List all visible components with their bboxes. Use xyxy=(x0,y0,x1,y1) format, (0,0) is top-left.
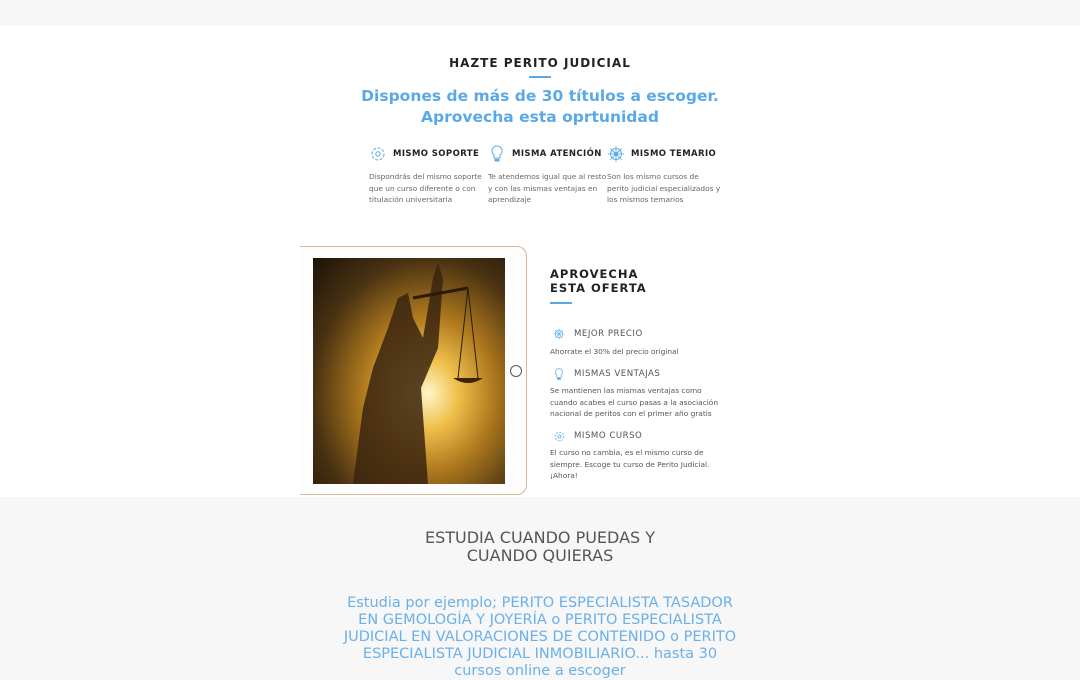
gear-icon xyxy=(550,427,568,445)
feature-misma-atencion xyxy=(488,145,608,206)
offer-item-text: Se mantienen las mismas ventajas como cuando acabes el curso pasas a la asociación nacional de peritos con el primer año gratis xyxy=(550,386,719,418)
title-divider xyxy=(529,76,551,78)
study-title-line: ESTUDIA CUANDO PUEDAS Y xyxy=(424,528,656,547)
feature-text: Te atendemos igual que al resto y con las mismas ventajas en aprendizaje xyxy=(488,172,607,204)
offer-title xyxy=(550,267,647,295)
gear-icon xyxy=(369,145,387,163)
subtitle-line: Aprovecha esta oprtunidad xyxy=(421,108,659,126)
offer-divider xyxy=(550,302,572,304)
top-bar xyxy=(0,0,1080,26)
offer-item-label: MISMO CURSO xyxy=(574,431,643,441)
wheel-icon xyxy=(550,325,568,343)
section-subtitle xyxy=(0,86,1080,128)
justice-statue-image xyxy=(313,258,505,484)
feature-title: MISMO SOPORTE xyxy=(393,149,480,159)
feature-title: MISMO TEMARIO xyxy=(631,149,717,159)
offer-title-line: ESTA OFERTA xyxy=(550,281,647,295)
feature-title: MISMA ATENCIÓN xyxy=(512,149,602,159)
study-paragraph: Estudia por ejemplo; PERITO ESPECIALISTA TASADOR EN GEMOLOGÍA Y JOYERÍA o PERITO ESPECIALISTA JUDICIAL EN VALORACIONES DE CONTENIDO o PERITO ESPECIALISTA JUDICIAL INMOBILIARIO... hasta 30 cursos online a escoger xyxy=(343,595,737,679)
section-title: HAZTE PERITO JUDICIAL xyxy=(449,56,631,70)
offer-title-line: APROVECHA xyxy=(550,267,639,281)
lightbulb-icon xyxy=(488,145,506,163)
lightbulb-icon xyxy=(550,365,568,383)
offer-item-label: MISMAS VENTAJAS xyxy=(574,369,661,379)
feature-text: Son los mismo cursos de perito judicial especializados y los mismos temarios xyxy=(607,172,721,204)
offer-item-text: El curso no cambia, es el mismo curso de siempre. Escoge tu curso de Perito Judicial. ¡Ahora! xyxy=(550,448,710,480)
tablet-home-button xyxy=(510,365,522,377)
feature-mismo-soporte xyxy=(369,145,489,206)
feature-text: Dispondrás del mismo soporte que un curso diferente o con titulación universitaria xyxy=(369,172,482,204)
study-title-line: CUANDO QUIERAS xyxy=(466,546,614,565)
subtitle-line: Dispones de más de 30 títulos a escoger. xyxy=(361,87,719,105)
feature-mismo-temario xyxy=(607,145,722,206)
offer-item-title xyxy=(550,365,660,383)
study-title xyxy=(0,529,1080,565)
wheel-icon xyxy=(607,145,625,163)
offer-item-title xyxy=(550,427,642,445)
offer-item-label: MEJOR PRECIO xyxy=(574,329,643,339)
offer-item-text: Ahorrate el 30% del precio original xyxy=(550,347,679,356)
offer-item-title xyxy=(550,325,643,343)
